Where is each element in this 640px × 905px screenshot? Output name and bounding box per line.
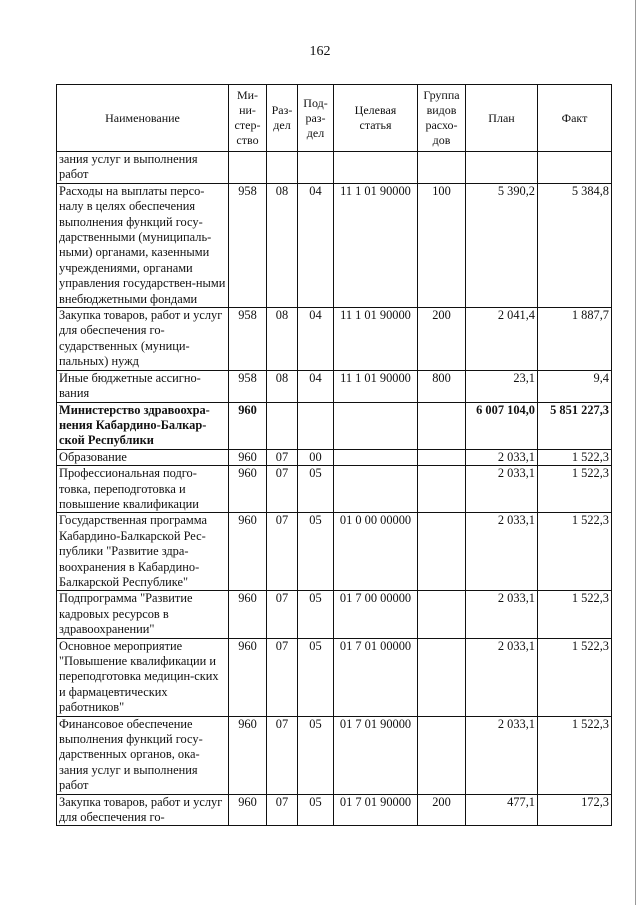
row-plan-cell: 6 007 104,0 [466,402,538,449]
row-ministry-cell: 960 [229,638,267,716]
row-target-cell: 01 7 00 00000 [334,591,418,638]
row-plan-cell: 477,1 [466,794,538,826]
header-plan: План [466,85,538,152]
row-group-cell [418,591,466,638]
table-row [57,402,612,449]
row-subsection-cell: 05 [298,716,334,794]
table-row [57,716,612,794]
row-name-cell: Закупка товаров, работ и услуг для обеспечения го- [57,794,229,826]
row-ministry-cell: 960 [229,449,267,465]
row-plan-cell: 5 390,2 [466,183,538,307]
row-name-cell: Основное мероприятие "Повышение квалификации и переподготовка медицин-ских и фармацевтических работников" [57,638,229,716]
header-subsection: Под- раз- дел [298,85,334,152]
row-target-cell: 11 1 01 90000 [334,183,418,307]
table-header-row [57,85,612,152]
row-plan-cell: 2 033,1 [466,638,538,716]
row-name-cell: Закупка товаров, работ и услуг для обеспечения го-сударственных (муници-пальных) нужд [57,308,229,371]
row-target-cell: 11 1 01 90000 [334,308,418,371]
row-group-cell [418,402,466,449]
row-fact-cell: 1 887,7 [538,308,612,371]
row-target-cell [334,152,418,184]
row-subsection-cell [298,402,334,449]
table-row [57,513,612,591]
row-ministry-cell: 960 [229,794,267,826]
row-subsection-cell: 05 [298,466,334,513]
row-plan-cell: 2 033,1 [466,591,538,638]
row-fact-cell: 1 522,3 [538,591,612,638]
row-subsection-cell: 04 [298,370,334,402]
row-ministry-cell: 960 [229,466,267,513]
row-ministry-cell: 960 [229,513,267,591]
row-fact-cell: 9,4 [538,370,612,402]
row-ministry-cell: 960 [229,591,267,638]
row-section-cell: 08 [267,308,298,371]
row-ministry-cell [229,152,267,184]
row-plan-cell: 23,1 [466,370,538,402]
row-fact-cell: 5 851 227,3 [538,402,612,449]
table-body [57,152,612,826]
row-fact-cell: 5 384,8 [538,183,612,307]
page-number: 162 [309,44,331,59]
row-ministry-cell: 958 [229,370,267,402]
row-plan-cell: 2 033,1 [466,449,538,465]
row-target-cell: 01 7 01 00000 [334,638,418,716]
row-plan-cell: 2 041,4 [466,308,538,371]
row-name-cell: Финансовое обеспечение выполнения функций госу-дарственных органов, ока-зания услуг и выполнения работ [57,716,229,794]
row-ministry-cell: 960 [229,402,267,449]
table-row [57,152,612,184]
row-fact-cell: 1 522,3 [538,513,612,591]
table-row [57,183,612,307]
row-name-cell: Иные бюджетные ассигно-вания [57,370,229,402]
row-group-cell [418,716,466,794]
row-section-cell [267,152,298,184]
row-group-cell [418,152,466,184]
row-group-cell [418,449,466,465]
row-fact-cell: 1 522,3 [538,716,612,794]
table-row [57,638,612,716]
table-row [57,308,612,371]
row-section-cell: 07 [267,466,298,513]
row-group-cell [418,466,466,513]
table-row [57,794,612,826]
row-group-cell: 800 [418,370,466,402]
row-target-cell [334,466,418,513]
row-fact-cell: 1 522,3 [538,449,612,465]
header-ministry: Ми- ни- стер- ство [229,85,267,152]
row-fact-cell [538,152,612,184]
header-section: Раз- дел [267,85,298,152]
row-target-cell [334,402,418,449]
row-subsection-cell: 05 [298,794,334,826]
row-name-cell: Образование [57,449,229,465]
row-subsection-cell: 05 [298,638,334,716]
header-target: Целевая статья [334,85,418,152]
row-subsection-cell: 05 [298,513,334,591]
row-ministry-cell: 960 [229,716,267,794]
row-name-cell: зания услуг и выполнения работ [57,152,229,184]
row-plan-cell: 2 033,1 [466,513,538,591]
row-subsection-cell: 04 [298,183,334,307]
table-row [57,591,612,638]
row-target-cell [334,449,418,465]
row-subsection-cell [298,152,334,184]
row-target-cell: 01 7 01 90000 [334,716,418,794]
header-name: Наименование [57,85,229,152]
header-group: Группа видов расхо- дов [418,85,466,152]
row-plan-cell [466,152,538,184]
row-group-cell [418,638,466,716]
table-row [57,466,612,513]
row-subsection-cell: 05 [298,591,334,638]
row-group-cell: 200 [418,794,466,826]
row-fact-cell: 1 522,3 [538,638,612,716]
row-section-cell: 07 [267,449,298,465]
row-plan-cell: 2 033,1 [466,466,538,513]
row-name-cell: Подпрограмма "Развитие кадровых ресурсов в здравоохранении" [57,591,229,638]
row-section-cell: 07 [267,794,298,826]
row-target-cell: 01 0 00 00000 [334,513,418,591]
row-subsection-cell: 00 [298,449,334,465]
row-section-cell: 07 [267,591,298,638]
row-group-cell: 100 [418,183,466,307]
row-section-cell: 08 [267,370,298,402]
row-target-cell: 11 1 01 90000 [334,370,418,402]
row-name-cell: Профессиональная подго-товка, переподготовка и повышение квалификации [57,466,229,513]
row-section-cell: 07 [267,638,298,716]
row-name-cell: Государственная программа Кабардино-Балкарской Рес-публики "Развитие здра-воохранения в Кабардино-Балкарской Республике" [57,513,229,591]
row-ministry-cell: 958 [229,183,267,307]
row-section-cell: 07 [267,513,298,591]
header-fact: Факт [538,85,612,152]
row-name-cell: Расходы на выплаты персо-налу в целях обеспечения выполнения функций госу-дарственными (муниципаль-ными) органами, казенными учреждениями, органами управления государствен-ными внебюджетными фондами [57,183,229,307]
row-target-cell: 01 7 01 90000 [334,794,418,826]
row-plan-cell: 2 033,1 [466,716,538,794]
row-group-cell: 200 [418,308,466,371]
page-edge [635,0,640,905]
row-group-cell [418,513,466,591]
row-section-cell: 07 [267,716,298,794]
table-row [57,449,612,465]
row-section-cell [267,402,298,449]
row-section-cell: 08 [267,183,298,307]
row-ministry-cell: 958 [229,308,267,371]
row-fact-cell: 172,3 [538,794,612,826]
row-subsection-cell: 04 [298,308,334,371]
budget-table [56,84,612,826]
row-fact-cell: 1 522,3 [538,466,612,513]
table-row [57,370,612,402]
row-name-cell: Министерство здравоохра-нения Кабардино-Балкар-ской Республики [57,402,229,449]
